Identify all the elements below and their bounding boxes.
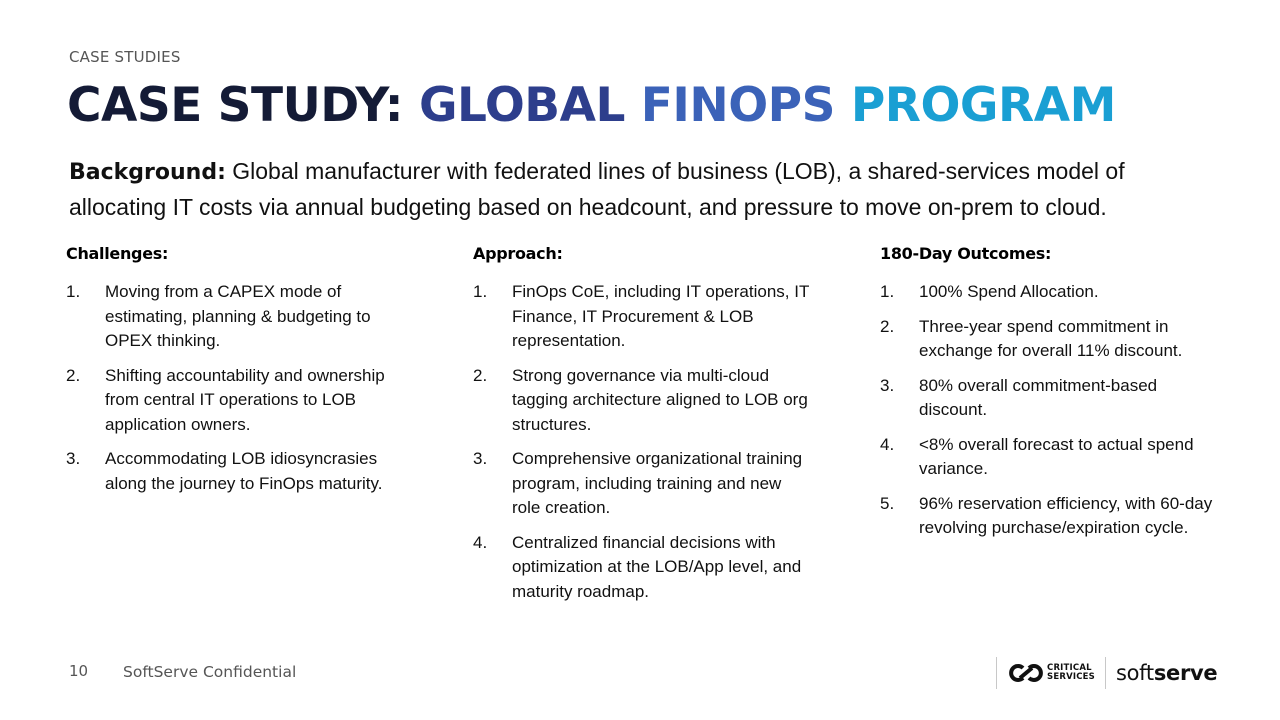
list-item: [66, 447, 411, 496]
outcomes-list: [880, 280, 1220, 541]
list-item: [880, 280, 1220, 305]
title-part-4: PROGRAM: [850, 78, 1116, 133]
column-heading: 180-Day Outcomes:: [880, 244, 1052, 263]
critical-text: CRITICAL: [1047, 663, 1092, 673]
softserve-logo: [1116, 661, 1217, 685]
item-number: 4.: [473, 532, 488, 552]
confidential-label: SoftServe Confidential: [123, 663, 297, 681]
services-text: SERVICES: [1047, 672, 1095, 682]
outcomes-column: [880, 244, 1220, 551]
list-item: [473, 280, 813, 354]
title-part-1: CASE STUDY:: [67, 78, 419, 133]
item-text: 100% Spend Allocation.: [919, 282, 1099, 301]
section-eyebrow: CASE STUDIES: [69, 48, 181, 66]
item-text: Moving from a CAPEX mode of estimating, planning & budgeting to OPEX thinking.: [105, 282, 371, 350]
column-heading: Approach:: [473, 244, 563, 263]
item-text: FinOps CoE, including IT operations, IT Finance, IT Procurement & LOB representation.: [512, 282, 810, 350]
page-title: [67, 76, 1116, 136]
list-item: [66, 364, 411, 438]
challenges-list: [66, 280, 411, 496]
challenges-column: [66, 244, 411, 506]
background-label: Background:: [69, 160, 226, 185]
softserve-light: soft: [1115, 661, 1154, 685]
item-number: 2.: [880, 316, 895, 336]
footer-logos: [996, 656, 1217, 690]
logo-divider: [996, 657, 997, 689]
item-text: Strong governance via multi-cloud tagging architecture aligned to LOB org structures.: [512, 365, 808, 434]
item-number: 1.: [66, 282, 81, 301]
list-item: [880, 374, 1220, 423]
item-text: 80% overall commitment-based discount.: [919, 375, 1158, 419]
logo-divider: [1105, 657, 1106, 689]
background-paragraph: [69, 154, 1219, 224]
page-number: 10: [69, 662, 89, 680]
item-number: 3.: [66, 449, 81, 468]
list-item: [880, 433, 1220, 482]
list-item: [473, 531, 813, 605]
item-text: Three-year spend commitment in exchange for overall 11% discount.: [919, 316, 1183, 360]
item-text: 96% reservation efficiency, with 60-day revolving purchase/expiration cycle.: [919, 493, 1213, 537]
item-number: 2.: [66, 365, 81, 385]
approach-column: [473, 244, 813, 614]
title-part-3: FINOPS: [640, 78, 851, 133]
column-heading: Challenges:: [66, 244, 169, 263]
list-item: [880, 315, 1220, 364]
list-item: [473, 447, 813, 521]
item-text: <8% overall forecast to actual spend variance.: [919, 434, 1194, 478]
critical-services-text: [1047, 664, 1095, 682]
list-item: [473, 364, 813, 438]
background-text: Global manufacturer with federated lines of business (LOB), a shared-services model of allocating IT costs via annual budgeting based on headcount, and pressure to move on-prem to cloud.: [69, 158, 1125, 220]
item-number: 3.: [880, 375, 895, 395]
item-text: Centralized financial decisions with optimization at the LOB/App level, and maturity roadmap.: [512, 532, 802, 601]
item-text: Accommodating LOB idiosyncrasies along the journey to FinOps maturity.: [105, 449, 383, 493]
item-number: 1.: [880, 282, 895, 301]
item-text: Comprehensive organizational training program, including training and new role creation.: [512, 449, 803, 517]
approach-list: [473, 280, 813, 604]
item-number: 3.: [473, 449, 488, 468]
critical-services-logo: [1009, 664, 1095, 682]
item-number: 5.: [880, 493, 895, 513]
item-number: 1.: [473, 282, 488, 301]
critical-services-icon: [1009, 664, 1043, 682]
item-text: Shifting accountability and ownership from central IT operations to LOB application owners.: [105, 365, 385, 434]
item-number: 4.: [880, 434, 895, 454]
softserve-bold: serve: [1153, 661, 1218, 685]
title-part-2: GLOBAL: [418, 78, 641, 133]
list-item: [880, 492, 1220, 541]
item-number: 2.: [473, 365, 488, 385]
list-item: [66, 280, 411, 354]
